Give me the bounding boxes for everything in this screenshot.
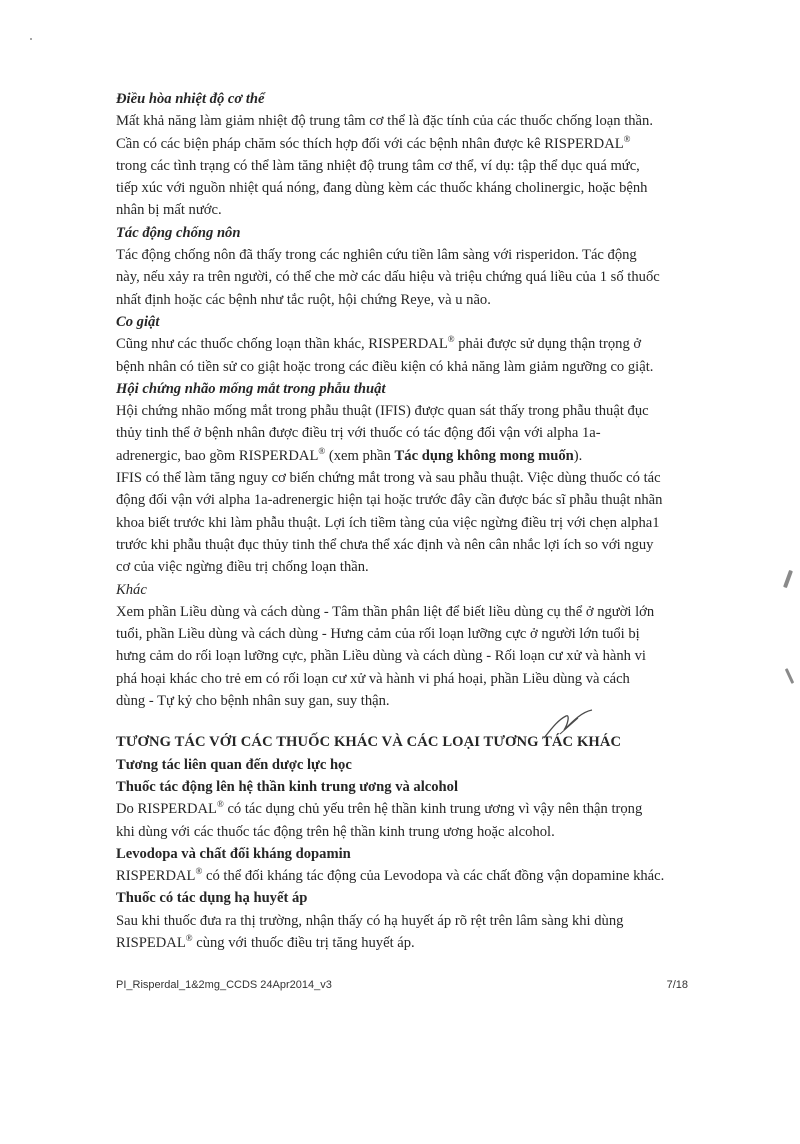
document-body [116,88,688,954]
subsection-heading: Khác [116,581,147,598]
scan-mark [785,668,794,684]
paragraph-line: Hội chứng nhão mống mắt trong phẫu thuật (IFIS) được quan sát thấy trong phẫu thuật đục [116,403,649,420]
paragraph-line: Cần có các biện pháp chăm sóc thích hợp đối với các bệnh nhân được kê RISPERDAL® [116,133,631,152]
paragraph-line: IFIS có thể làm tăng nguy cơ biến chứng mắt trong và sau phẫu thuật. Việc dùng thuốc có tác [116,470,661,487]
registered-mark: ® [318,445,326,456]
paragraph-line: Do RISPERDAL® có tác dụng chủ yếu trên hệ thần kinh trung ương vì vậy nên thận trọng [116,799,643,818]
paragraph-line: RISPERDAL® có thể đối kháng tác động của Levodopa và các chất đồng vận dopamine khác. [116,866,665,885]
registered-mark: ® [623,133,631,144]
paragraph-line: nhân bị mất nước. [116,202,222,219]
paragraph-line: Mất khả năng làm giảm nhiệt độ trung tâm cơ thể là đặc tính của các thuốc chống loạn thần. [116,113,653,130]
subsection-heading: Điều hòa nhiệt độ cơ thể [116,91,265,107]
paragraph-line: trước khi phẫu thuật đục thủy tinh thể chưa thể xác định và nên cân nhắc lợi ích so với nguy [116,536,654,553]
signature-mark [538,706,598,746]
subheading: Tương tác liên quan đến dược lực học [116,756,352,773]
subheading: Levodopa và chất đối kháng dopamin [116,845,351,862]
paragraph-line: dùng - Tự kỷ cho bệnh nhân suy gan, suy thận. [116,693,390,710]
subsection-heading: Hội chứng nhão mống mắt trong phẫu thuật [116,380,386,397]
paragraph-line: cơ của việc ngừng điều trị chống loạn thần. [116,559,369,576]
registered-mark: ® [447,334,455,345]
subsection-heading: Tác động chống nôn [116,224,241,241]
registered-mark: ® [185,932,193,943]
paragraph-line: bệnh nhân có tiền sử co giật hoặc trong các điều kiện có khả năng làm giảm ngưỡng co giật. [116,358,654,375]
document-id: PI_Risperdal_1&2mg_CCDS 24Apr2014_v3 [116,979,332,991]
paragraph-line: phá hoại khác cho trẻ em có rối loạn cư xử và hành vi phá hoại, phần Liều dùng và cách [116,670,630,687]
paragraph-line: Tác động chống nôn đã thấy trong các nghiên cứu tiền lâm sàng với risperidon. Tác động [116,247,637,264]
paragraph-line: này, nếu xảy ra trên người, có thể che mờ các dấu hiệu và triệu chứng quá liều của 1 số thuốc [116,269,660,286]
paragraph-line: Cũng như các thuốc chống loạn thần khác, RISPERDAL® phải được sử dụng thận trọng ở [116,334,642,353]
paragraph-line: khi dùng với các thuốc tác động trên hệ thần kinh trung ương hoặc alcohol. [116,823,555,840]
scan-mark [783,570,793,588]
page-number: 7/18 [666,979,688,991]
paragraph-line: khoa biết trước khi làm phẫu thuật. Lợi ích tiềm tàng của việc ngừng điều trị với chẹn alpha1 [116,514,660,531]
paragraph-line: adrenergic, bao gồm RISPERDAL® (xem phần Tác dụng không mong muốn). [116,445,583,464]
cross-reference: Tác dụng không mong muốn [394,447,574,464]
paragraph-line: thủy tinh thể ở bệnh nhân được điều trị với thuốc có tác động đối vận với alpha 1a- [116,425,601,442]
paragraph-line: nhất định hoặc các bệnh như tắc ruột, hội chứng Reye, và u não. [116,291,491,308]
paragraph-line: hưng cảm do rối loạn lưỡng cực, phần Liều dùng và cách dùng - Rối loạn cư xử và hành vi [116,648,646,665]
section-heading: TƯƠNG TÁC VỚI CÁC THUỐC KHÁC VÀ CÁC LOẠI TƯƠNG TÁC KHÁC [116,734,622,751]
paragraph-line: tuổi, phần Liều dùng và cách dùng - Hưng cảm của rối loạn lưỡng cực ở người lớn tuổi bị [116,626,640,643]
paragraph-line: RISPEDAL® cùng với thuốc điều trị tăng huyết áp. [116,932,415,951]
subheading: Thuốc có tác dụng hạ huyết áp [116,890,308,907]
paragraph-line: trong các tình trạng có thể làm tăng nhiệt độ trung tâm cơ thể, ví dụ: tập thể dục quá mức, [116,157,640,174]
paragraph-line: tiếp xúc với nguồn nhiệt quá nóng, đang dùng kèm các thuốc kháng cholinergic, hoặc bệnh [116,180,648,197]
scan-mark [30,38,32,40]
paragraph-line: Xem phần Liều dùng và cách dùng - Tâm thần phân liệt để biết liều dùng cụ thể ở người lớn [116,603,655,620]
paragraph-line: Sau khi thuốc đưa ra thị trường, nhận thấy có hạ huyết áp rõ rệt trên lâm sàng khi dùng [116,912,624,929]
subsection-heading: Co giật [116,313,160,330]
paragraph-line: động đối vận với alpha 1a-adrenergic hiện tại hoặc trước đây cần được bác sĩ phẫu thuật nhãn [116,492,663,509]
registered-mark: ® [195,866,203,877]
registered-mark: ® [216,799,224,810]
subheading: Thuốc tác động lên hệ thần kinh trung ương và alcohol [116,778,459,795]
